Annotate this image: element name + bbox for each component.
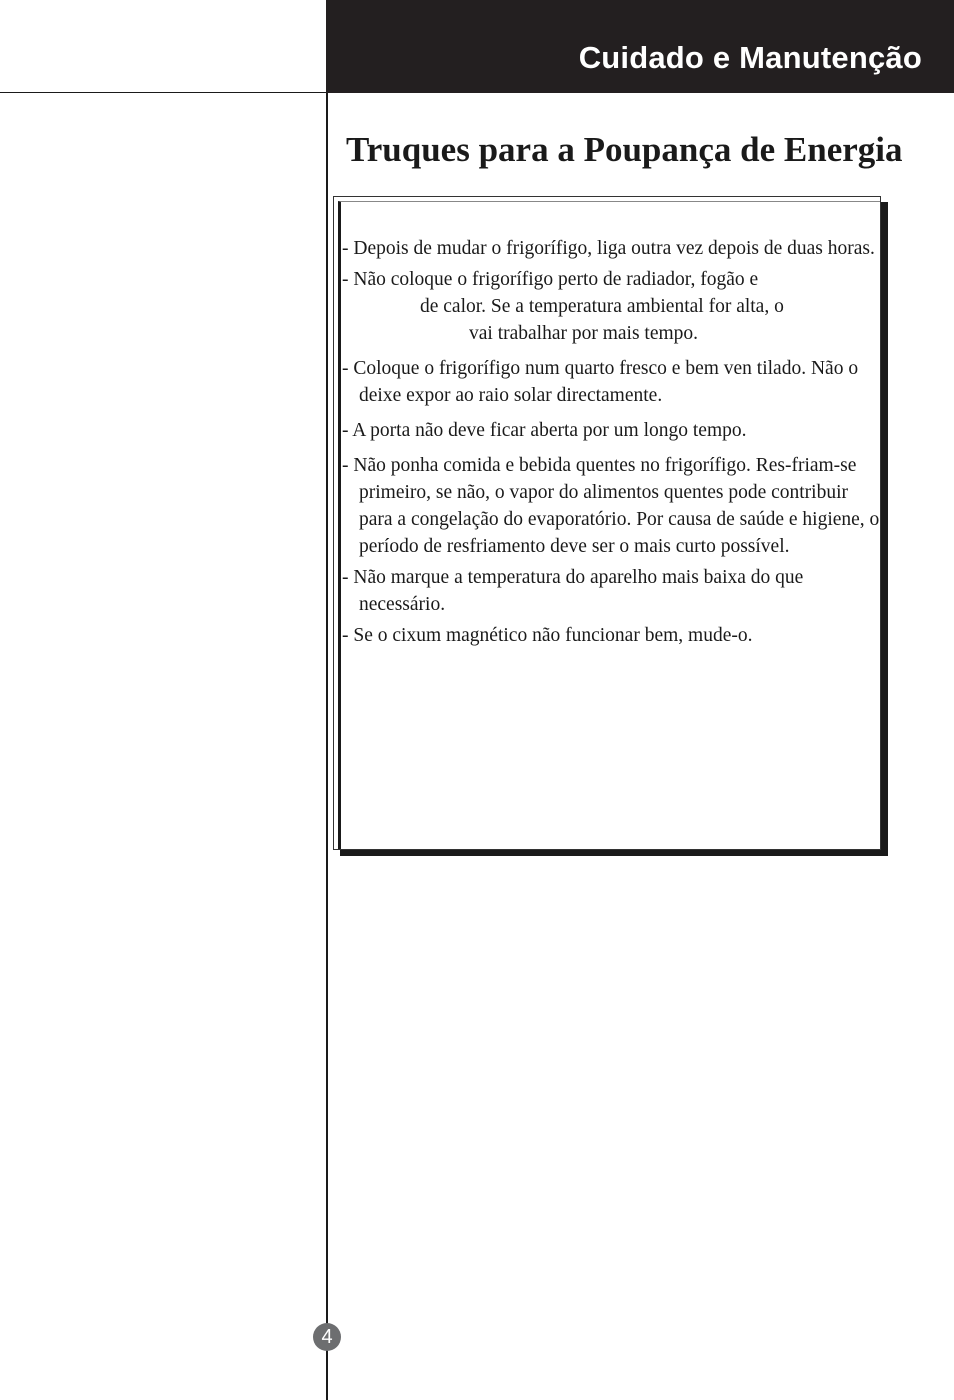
tips-list	[342, 235, 882, 653]
page-number: 4	[313, 1323, 341, 1351]
tip-text-line: vai trabalhar por mais tempo.	[469, 323, 699, 344]
tip-text: - Depois de mudar o frigorífigo, liga outra vez depois de duas horas.	[342, 238, 875, 259]
vertical-divider	[326, 0, 328, 1400]
tip-item	[342, 622, 882, 649]
tip-item	[342, 235, 882, 262]
tip-text: - Não coloque o frigorífigo perto de radiador, fogão e	[342, 269, 759, 290]
page-title: Truques para a Poupança de Energia	[346, 130, 903, 169]
tip-item	[342, 355, 882, 409]
section-title: Cuidado e Manutenção	[578, 40, 922, 75]
horizontal-divider	[0, 92, 328, 93]
tip-item	[342, 564, 882, 618]
tip-item	[342, 266, 882, 347]
tip-text: - Coloque o frigorífigo num quarto fresco e bem ven tilado. Não o deixe expor ao raio solar directamente.	[342, 358, 859, 406]
tip-item	[342, 452, 882, 560]
tip-text: - A porta não deve ficar aberta por um longo tempo.	[342, 420, 747, 441]
tip-text: - Não marque a temperatura do aparelho mais baixa do que necessário.	[342, 567, 804, 615]
tip-text: - Não ponha comida e bebida quentes no frigorífigo. Res-friam-se primeiro, se não, o vapor do alimentos quentes pode contribuir para a congelação do evaporatório. Por causa de saúde e higiene, o período de resfriamento deve ser o mais curto possível.	[342, 455, 880, 557]
tip-item	[342, 417, 882, 444]
tip-text: - Se o cixum magnético não funcionar bem, mude-o.	[342, 625, 753, 646]
tip-text-line: de calor. Se a temperatura ambiental for alta, o	[420, 296, 784, 317]
section-header	[326, 0, 954, 93]
